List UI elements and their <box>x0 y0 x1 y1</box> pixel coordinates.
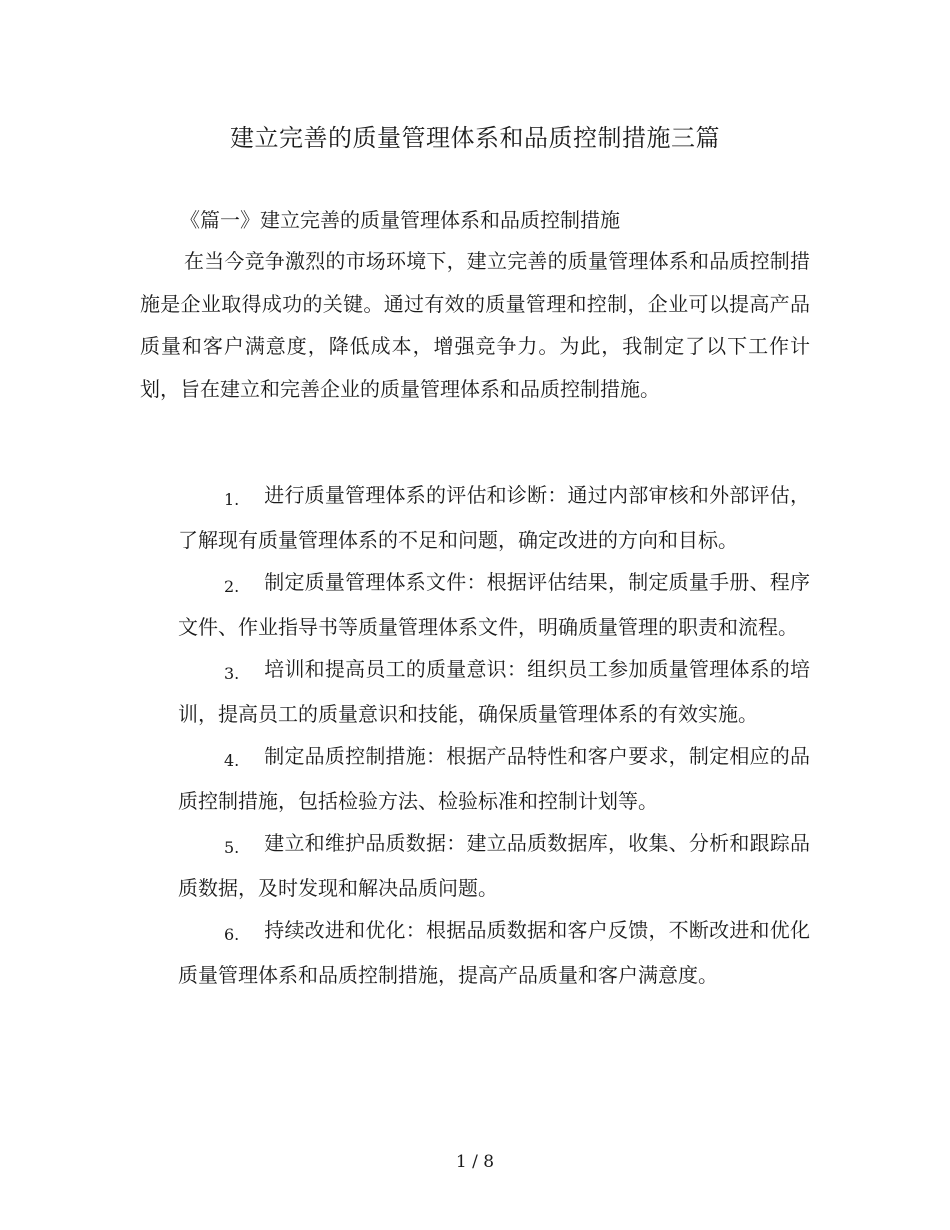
list-item-text: 制定质量管理体系文件：根据评估结果，制定质量手册、程序文件、作业指导书等质量管理体系文件，明确质量管理的职责和流程。 <box>178 570 810 639</box>
list-item <box>178 735 810 822</box>
measures-list <box>178 474 810 996</box>
list-item <box>178 474 810 561</box>
list-item <box>178 909 810 996</box>
list-item-number: 2. <box>224 577 240 596</box>
list-item-text: 制定品质控制措施：根据产品特性和客户要求，制定相应的品质控制措施，包括检验方法、检验标准和控制计划等。 <box>178 744 810 813</box>
list-item <box>178 561 810 648</box>
list-item-text: 进行质量管理体系的评估和诊断：通过内部审核和外部评估，了解现有质量管理体系的不足和问题，确定改进的方向和目标。 <box>178 483 810 552</box>
list-item-number: 4. <box>224 751 240 770</box>
section-heading: 《篇一》建立完善的质量管理体系和品质控制措施 <box>180 208 620 232</box>
list-item <box>178 822 810 909</box>
list-item-text: 建立和维护品质数据：建立品质数据库，收集、分析和跟踪品质数据，及时发现和解决品质问题。 <box>178 831 810 900</box>
list-item-text: 持续改进和优化：根据品质数据和客户反馈，不断改进和优化质量管理体系和品质控制措施，提高产品质量和客户满意度。 <box>178 918 810 987</box>
page-number-indicator: 1 / 8 <box>455 1152 495 1172</box>
list-item-text: 培训和提高员工的质量意识：组织员工参加质量管理体系的培训，提高员工的质量意识和技能，确保质量管理体系的有效实施。 <box>178 657 810 726</box>
document-title: 建立完善的质量管理体系和品质控制措施三篇 <box>230 124 720 152</box>
list-item-number: 3. <box>224 664 240 683</box>
list-item-number: 1. <box>224 490 240 509</box>
intro-paragraph: 在当今竞争激烈的市场环境下，建立完善的质量管理体系和品质控制措施是企业取得成功的关键。通过有效的质量管理和控制，企业可以提高产品质量和客户满意度，降低成本，增强竞争力。为此，我制定了以下工作计划，旨在建立和完善企业的质量管理体系和品质控制措施。 <box>140 249 810 401</box>
list-item-number: 6. <box>224 925 240 944</box>
list-item <box>178 648 810 735</box>
list-item-number: 5. <box>224 838 240 857</box>
